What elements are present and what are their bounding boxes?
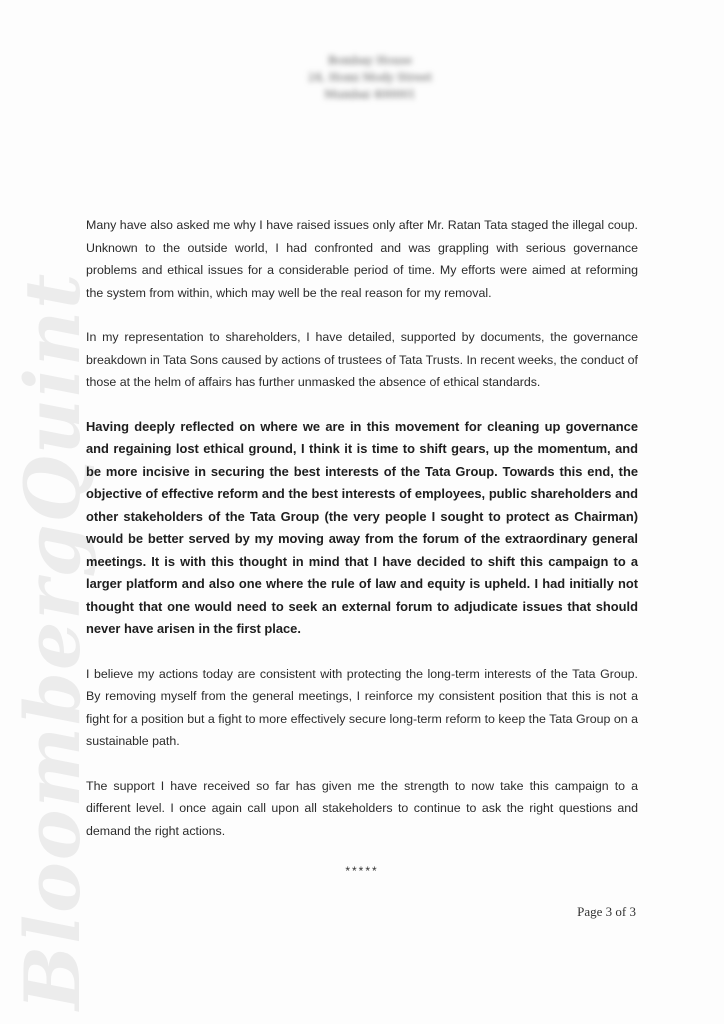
address-line: 24, Homi Mody Street <box>308 71 432 84</box>
letter-body <box>86 214 638 864</box>
section-separator: ***** <box>345 864 379 878</box>
address-line: Mumbai 400001 <box>324 88 416 101</box>
page-number: Page 3 of 3 <box>577 904 636 919</box>
address-block <box>240 52 500 103</box>
paragraph-1: Many have also asked me why I have raised issues only after Mr. Ratan Tata staged the illegal coup. Unknown to the outside world, I had confronted and was grappling with serious governance problems and ethical issues for a considerable period of time. My efforts were aimed at reforming the system from within, which may well be the real reason for my removal. <box>86 218 638 300</box>
paragraph-3-bold: Having deeply reflected on where we are in this movement for cleaning up governance and regaining lost ethical ground, I think it is time to shift gears, up the momentum, and be more incisive in securing the best interests of the Tata Group. Towards this end, the objective of effective reform and the best interests of employees, public shareholders and other stakeholders of the Tata Group (the very people I sought to protect as Chairman) would be better served by my moving away from the forum of the extraordinary general meetings. It is with this thought in mind that I have decided to shift this campaign to a larger platform and also one where the rule of law and equity is upheld. I had initially not thought that one would need to seek an external forum to adjudicate issues that should never have arisen in the first place. <box>86 418 638 636</box>
paragraph-5: The support I have received so far has given me the strength to now take this campaign to a different level. I once again call upon all stakeholders to continue to ask the right questions and demand the right actions. <box>86 778 638 838</box>
watermark-text: BloombergQuint <box>8 271 97 1010</box>
address-line: Bombay House <box>328 54 412 67</box>
paragraph-4: I believe my actions today are consistent with protecting the long-term interests of the Tata Group. By removing myself from the general meetings, I reinforce my consistent position that this is not a fight for a position but a fight to more effectively secure long-term reform to keep the Tata Group on a sustainable path. <box>86 666 638 748</box>
paragraph-2: In my representation to shareholders, I have detailed, supported by documents, the governance breakdown in Tata Sons caused by actions of trustees of Tata Trusts. In recent weeks, the conduct of those at the helm of affairs has further unmasked the absence of ethical standards. <box>86 330 638 389</box>
